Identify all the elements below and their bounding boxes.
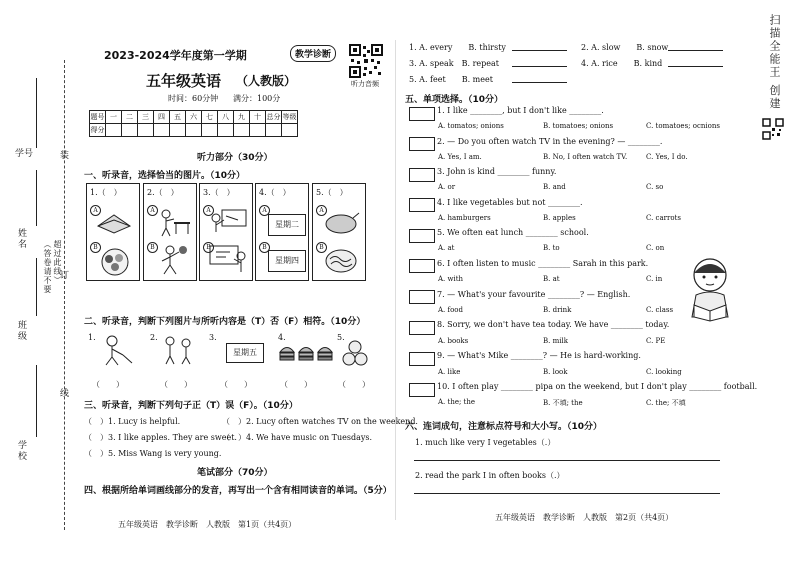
- label-class: 班级: [16, 320, 26, 342]
- q6-answer-line-2[interactable]: [414, 493, 720, 494]
- seal-xian: 线: [60, 389, 70, 399]
- q5-option-b: B. and: [543, 183, 566, 191]
- q2-answer-blank[interactable]: （ ）: [160, 380, 192, 389]
- seal-zhuang: 装: [60, 151, 70, 161]
- q2-heading: 二、听录音，判断下列图片与所听内容是（T）否（F）相符。（10分）: [84, 317, 366, 327]
- footer-right: 五年级英语 教学诊断 人教版 第2页（共4页）: [495, 513, 674, 522]
- q5-option-a: A. hamburgers: [438, 214, 491, 222]
- q2-answer-blank[interactable]: （ ）: [220, 380, 252, 389]
- q5-option-a: A. food: [438, 306, 464, 314]
- q6-answer-line-1[interactable]: [414, 460, 720, 461]
- score-table-header-row: [90, 111, 298, 124]
- teacher-at-board-icon: [208, 244, 248, 276]
- q5-option-c: C. so: [646, 183, 664, 191]
- score-input[interactable]: [106, 124, 122, 137]
- q2-answer-blank[interactable]: （ ）: [92, 380, 124, 389]
- q5-option-b: B. look: [543, 368, 568, 376]
- footer-left: 五年级英语 教学诊断 人教版 第1页（共4页）: [118, 520, 297, 529]
- option-b-marker: B: [90, 242, 101, 253]
- option-a-marker: A: [147, 205, 158, 216]
- score-input[interactable]: [138, 124, 154, 137]
- score-cell: 五: [170, 111, 186, 124]
- scanner-qr-icon[interactable]: [762, 118, 784, 140]
- q6-heading: 六、连词成句，注意标点符号和大小写。（10分）: [405, 422, 603, 432]
- q1-item-label: 1.（ ）: [90, 188, 122, 197]
- q4-heading: 四、根据所给单词画线部分的发音，再写出一个含有相同读音的单词。（5分）: [84, 486, 392, 496]
- q2-item-number: 2.: [150, 333, 158, 342]
- q5-option-b: B. 不填; the: [543, 399, 583, 407]
- exam-edition: （人教版）: [236, 74, 297, 88]
- basketball-player-icon: [152, 244, 192, 276]
- q5-option-c: C. carrots: [646, 214, 681, 222]
- q5-option-b: B. No, I often watch TV.: [543, 153, 628, 161]
- score-input[interactable]: [234, 124, 250, 137]
- q5-option-b: B. at: [543, 275, 560, 283]
- q4-item-1: 1. A. every B. thirsty: [409, 43, 506, 52]
- q4-item-4: 4. A. rice B. kind: [581, 59, 663, 68]
- q2-item-number: 4.: [278, 333, 286, 342]
- q4-answer-line[interactable]: [668, 66, 723, 67]
- q1-item-label: 3.（ ）: [203, 188, 235, 197]
- q5-question: 6. I often listen to music ________ Sarah in this park.: [437, 259, 649, 268]
- q3-item-2: （ ）2. Lucy often watches TV on the weekend.: [222, 417, 418, 426]
- q2-answer-blank[interactable]: （ ）: [280, 380, 312, 389]
- q5-option-c: C. Yes, I do.: [646, 153, 688, 161]
- option-b-marker: B: [147, 242, 158, 253]
- scanner-watermark: 扫描全能王 创建: [768, 14, 781, 111]
- noodle-bowl-icon: [321, 246, 361, 276]
- q5-option-b: B. apples: [543, 214, 576, 222]
- two-children-icon: [158, 334, 198, 366]
- option-a-marker: A: [90, 205, 101, 216]
- q5-option-a: A. or: [438, 183, 456, 191]
- answer-box[interactable]: [409, 259, 435, 273]
- option-b-marker: B: [316, 242, 327, 253]
- q4-answer-line[interactable]: [668, 50, 723, 51]
- q5-question: 7. — What's your favourite ________? — English.: [437, 290, 631, 299]
- q6-item-2: 2. read the park I in often books（.）: [415, 471, 565, 480]
- q5-option-c: C. class: [646, 306, 674, 314]
- q5-question: 4. I like vegetables but not ________.: [437, 198, 583, 207]
- exam-title: 五年级英语: [146, 72, 222, 90]
- q4-item-3: 3. A. speak B. repeat: [409, 59, 499, 68]
- q4-item-2: 2. A. slow B. snow: [581, 43, 669, 52]
- q5-option-a: A. like: [438, 368, 461, 376]
- score-cell: 二: [122, 111, 138, 124]
- answer-box[interactable]: [409, 321, 435, 335]
- score-input[interactable]: [202, 124, 218, 137]
- boy-reading-icon: [680, 255, 740, 325]
- q1-card-1: [86, 183, 140, 281]
- q5-question: 2. — Do you often watch TV in the evening? — ________.: [437, 137, 663, 146]
- score-input[interactable]: [266, 124, 282, 137]
- option-b-marker: B: [259, 242, 270, 253]
- q1-heading: 一、听录音，选择恰当的图片。（10分）: [84, 171, 246, 181]
- score-cell: 八: [218, 111, 234, 124]
- q2-item-number: 1.: [88, 333, 96, 342]
- score-input[interactable]: [122, 124, 138, 137]
- score-cell: 七: [202, 111, 218, 124]
- q5-question: 1. I like ________, but I don't like ________.: [437, 106, 604, 115]
- q5-option-b: B. tomatoes; onions: [543, 122, 614, 130]
- q5-option-a: A. tomatos; onions: [438, 122, 504, 130]
- q1-card-5: [312, 183, 366, 281]
- score-cell: 四: [154, 111, 170, 124]
- exam-full-score: 满分：100分: [233, 94, 281, 103]
- seal-ding: 订: [60, 271, 70, 281]
- answer-box[interactable]: [409, 107, 435, 121]
- page-divider: [395, 40, 396, 520]
- q5-option-b: B. to: [543, 244, 560, 252]
- q5-question: 9. — What's Mike ________? — He is hard-working.: [437, 351, 641, 360]
- q2-answer-blank[interactable]: （ ）: [338, 380, 370, 389]
- q5-option-c: C. in: [646, 275, 663, 283]
- score-cell: 题号: [90, 111, 106, 124]
- label-student-no: 学号: [15, 149, 34, 159]
- score-input[interactable]: [250, 124, 266, 137]
- score-cell: 九: [234, 111, 250, 124]
- q3-item-4: （ ）4. We have music on Tuesdays.: [222, 433, 373, 442]
- q5-option-c: C. on: [646, 244, 665, 252]
- q5-question: 8. Sorry, we don't have tea today. We have ________ today.: [437, 320, 670, 329]
- q5-option-a: A. at: [438, 244, 455, 252]
- q4-item-5: 5. A. feet B. meet: [409, 75, 493, 84]
- answer-box[interactable]: [409, 198, 435, 212]
- q1-card-4: [255, 183, 309, 281]
- q5-option-a: A. books: [438, 337, 469, 345]
- answer-box[interactable]: [409, 352, 435, 366]
- q5-option-b: B. drink: [543, 306, 572, 314]
- q4-answer-line[interactable]: [512, 50, 567, 51]
- score-cell: 等级: [282, 111, 298, 124]
- q5-question: 5. We often eat lunch ________ school.: [437, 228, 589, 237]
- q5-option-c: C. the; 不填: [646, 399, 686, 407]
- score-cell: 一: [106, 111, 122, 124]
- answer-box[interactable]: [409, 290, 435, 304]
- score-input[interactable]: [186, 124, 202, 137]
- listening-heading: 听力部分（30分）: [197, 153, 273, 163]
- food-plate-icon: [95, 246, 135, 276]
- q3-item-1: （ ）1. Lucy is helpful.: [84, 417, 181, 426]
- option-a-marker: A: [259, 205, 270, 216]
- score-table-score-row: [90, 124, 298, 137]
- girl-cleaning-icon: [96, 334, 136, 366]
- q5-heading: 五、单项选择。（10分）: [405, 95, 504, 105]
- q5-question: 3. John is kind ________ funny.: [437, 167, 557, 176]
- score-input[interactable]: [154, 124, 170, 137]
- q3-item-5: （ ）5. Miss Wang is very young.: [84, 449, 222, 458]
- answer-box[interactable]: [409, 229, 435, 243]
- student-at-board-icon: [208, 208, 248, 238]
- score-input[interactable]: [282, 124, 298, 137]
- answer-box[interactable]: [409, 137, 435, 151]
- q3-heading: 三、听录音，判断下列句子正（T）误（F）。（10分）: [84, 401, 298, 411]
- q5-option-c: C. tomatoes; ocnions: [646, 122, 720, 130]
- q5-option-a: A. with: [438, 275, 464, 283]
- score-cell: 总分: [266, 111, 282, 124]
- q1-item-label: 5.（ ）: [316, 188, 348, 197]
- hamburgers-icon: [278, 342, 336, 364]
- margin-note-2: 超过此线）: [53, 240, 62, 285]
- q4-answer-line[interactable]: [512, 66, 567, 67]
- label-school: 学校: [16, 440, 26, 462]
- q5-option-a: A. the; the: [438, 398, 476, 406]
- cut-line: [64, 60, 65, 530]
- q1-card-2: [143, 183, 197, 281]
- calendar-card-tuesday: 星期二: [268, 214, 306, 236]
- calendar-card-thursday: 星期四: [268, 250, 306, 272]
- option-a-marker: A: [203, 205, 214, 216]
- option-a-marker: A: [316, 205, 327, 216]
- score-input[interactable]: [170, 124, 186, 137]
- answer-box[interactable]: [409, 383, 435, 397]
- exam-time: 时间：60分钟: [168, 94, 219, 103]
- answer-box[interactable]: [409, 168, 435, 182]
- option-b-marker: B: [203, 242, 214, 253]
- score-cell: 六: [186, 111, 202, 124]
- q5-option-a: A. Yes, I am.: [438, 153, 482, 161]
- q4-answer-line[interactable]: [512, 82, 567, 83]
- q5-question: 10. I often play ________ pipa on the weekend, but I don't play ________ football.: [437, 382, 758, 391]
- steamed-buns-icon: [342, 340, 368, 368]
- q1-card-3: [199, 183, 253, 281]
- score-cell: 得分: [90, 124, 106, 137]
- qr-code-icon[interactable]: [349, 44, 383, 78]
- score-table: [89, 110, 298, 137]
- q1-item-label: 2.（ ）: [147, 188, 179, 197]
- q2-item-number: 3.: [209, 333, 217, 342]
- q2-item-number: 5.: [337, 333, 345, 342]
- qr-caption: 听力音频: [351, 80, 379, 88]
- roast-chicken-icon: [321, 210, 361, 236]
- margin-note-1: （答卷请不要: [43, 240, 52, 294]
- q5-option-b: B. milk: [543, 337, 568, 345]
- score-cell: 十: [250, 111, 266, 124]
- ping-pong-player-icon: [152, 208, 192, 238]
- q6-item-1: 1. much like very I vegetables（.）: [415, 438, 556, 447]
- q5-option-c: C. looking: [646, 368, 682, 376]
- q1-item-label: 4.（ ）: [259, 188, 291, 197]
- year-line: 2023-2024学年度第一学期: [104, 49, 247, 62]
- score-cell: 三: [138, 111, 154, 124]
- diagnosis-stamp: 教学诊断: [290, 45, 336, 62]
- label-name: 姓名: [16, 228, 26, 250]
- calendar-card-friday: 星期五: [226, 343, 264, 363]
- score-input[interactable]: [218, 124, 234, 137]
- q3-item-3: （ ）3. I like apples. They are sweet.: [84, 433, 237, 442]
- sandwich-icon: [95, 210, 133, 236]
- writing-heading: 笔试部分（70分）: [197, 468, 273, 478]
- q5-option-c: C. PE: [646, 337, 666, 345]
